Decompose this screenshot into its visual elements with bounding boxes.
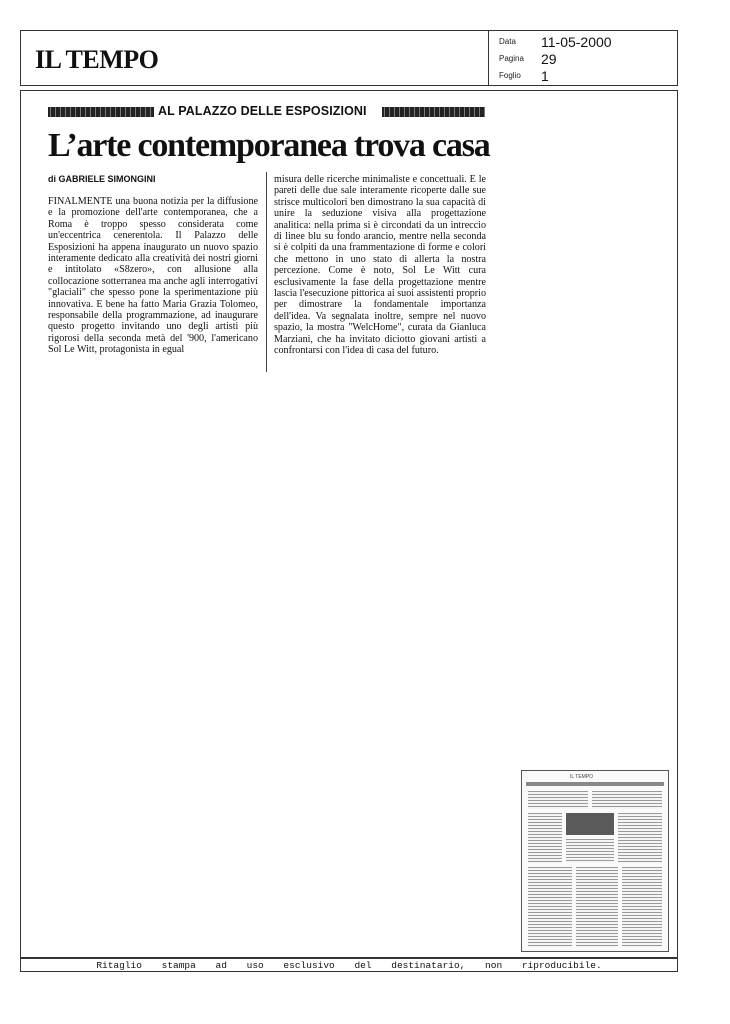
thumbnail-text-block [566, 839, 614, 863]
thumbnail-text-block [576, 867, 618, 947]
newspaper-masthead: IL TEMPO [35, 45, 159, 74]
clipping-footer [20, 958, 678, 972]
kicker-bar-left [48, 107, 154, 117]
meta-row-sheet [499, 68, 669, 85]
copyright-notice: Ritaglio stampa ad uso esclusivo del destinatario, non riproducibile. [96, 960, 602, 971]
article-column-2: misura delle ricerche minimaliste e concettuali. E le pareti delle due sale interamente ricoperte dalle sue strisce multicolori ben dimostrano la sua capacità di unire la seduzione visiva alla progettazione analitica: nella prima si è circondati da un intreccio di linee blu su fondo arancio, mentre nella seconda si è colpiti da una frammentazione di forme e colori che mettono in uno stato di allerta la nostra percezione. Come è noto, Sol Le Witt cura esclusivamente la fase della progettazione mentre lascia l'esecuzione pittorica ai suoi assistenti proprio per dimostrare la fondamentale importanza dell'idea. Va segnalata inoltre, sempre nel nuovo spazio, la mostra "WelcHome", curata da Gianluca Marziani, che ha invitato diciotto giovani artisti a confrontarsi con l'idea di casa del futuro. [274, 174, 486, 357]
thumbnail-header-bar [526, 782, 664, 786]
article-headline: L’arte contemporanea trova casa [48, 127, 490, 164]
header-divider [488, 31, 489, 85]
meta-label-date: Data [499, 37, 516, 46]
meta-value-sheet: 1 [541, 68, 549, 84]
article-column-1: FINALMENTE una buona notizia per la diffusione e la promozione dell'arte contemporanea, che a Roma è troppo spesso considerata come un'eccentrica cenerentola. Il Palazzo delle Esposizioni ha appena inaugurato un nuovo spazio interamente dedicato alla creatività dei nostri giorni e intitolato «S8zero», con allusione alla collocazione sotterranea ma anche agli interrogativi "glaciali" che spesso pone la sperimentazione più innovativa. E bene ha fatto Maria Grazia Tolomeo, responsabile della programmazione, ad inaugurare questo progetto invitando uno degli artisti più rigorosi della seconda metà del '900, l'americano Sol Le Witt, protagonista in egual [48, 196, 258, 356]
thumbnail-text-block [592, 791, 662, 809]
clipping-metadata [499, 34, 669, 85]
kicker-text: AL PALAZZO DELLE ESPOSIZIONI [158, 104, 367, 118]
meta-label-page: Pagina [499, 54, 524, 63]
column-rule [266, 172, 267, 372]
meta-value-page: 29 [541, 51, 557, 67]
thumbnail-text-block [528, 813, 562, 863]
thumbnail-masthead: IL TEMPO [570, 774, 594, 780]
meta-value-date: 11-05-2000 [541, 34, 612, 50]
thumbnail-text-block [622, 867, 662, 947]
article-byline: di GABRIELE SIMONGINI [48, 174, 156, 184]
article-kicker [48, 104, 488, 120]
thumbnail-text-block [528, 867, 572, 947]
article [48, 104, 490, 357]
thumbnail-photo [566, 813, 614, 835]
thumbnail-text-block [618, 813, 662, 863]
meta-row-date [499, 34, 669, 51]
clipping-header [20, 30, 678, 86]
meta-label-sheet: Foglio [499, 71, 521, 80]
kicker-bar-right [382, 107, 485, 117]
thumbnail-text-block [528, 791, 588, 809]
meta-row-page [499, 51, 669, 68]
page-thumbnail [521, 770, 669, 952]
